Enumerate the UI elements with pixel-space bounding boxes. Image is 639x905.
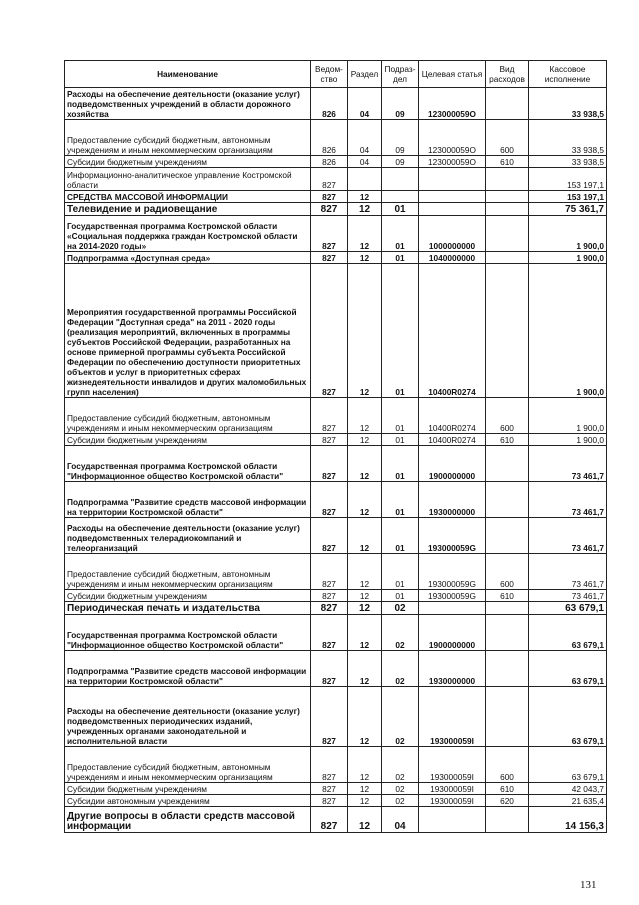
row-ved: 827 <box>311 795 348 807</box>
row-amount: 73 461,7 <box>529 446 607 482</box>
row-podrazdel: 02 <box>382 687 419 747</box>
row-target: 1040000000 <box>419 252 486 264</box>
table-row <box>65 615 607 651</box>
row-name: Предоставление субсидий бюджетным, автономным учреждениям и иным некоммерческим организациям <box>65 554 311 590</box>
row-podrazdel: 02 <box>382 651 419 687</box>
row-podrazdel: 01 <box>382 434 419 446</box>
row-podrazdel: 02 <box>382 602 419 615</box>
row-podrazdel: 02 <box>382 747 419 783</box>
row-razdel: 12 <box>348 216 382 252</box>
row-vid: 610 <box>486 156 529 168</box>
table-row <box>65 602 607 615</box>
row-target: 193000059G <box>419 554 486 590</box>
table-row <box>65 554 607 590</box>
row-ved: 827 <box>311 518 348 554</box>
row-name: Мероприятия государственной программы Российской Федерации "Доступная среда" на 2011 - 2020 годы (реализация мероприятий, включенных в программы субъектов Российской Федерации, разработанных на основе примерной программы субъекта Российской Федерации по обеспечению доступности приоритетных объектов и услуг в приоритетных сферах жизнедеятельности инвалидов и других маломобильных групп населения) <box>65 264 311 398</box>
row-razdel: 12 <box>348 615 382 651</box>
row-vid <box>486 518 529 554</box>
row-name: Государственная программа Костромской области «Социальная поддержка граждан Костромской области на 2014-2020 годы» <box>65 216 311 252</box>
row-target: 1930000000 <box>419 482 486 518</box>
row-podrazdel: 01 <box>382 518 419 554</box>
row-amount: 63 679,1 <box>529 602 607 615</box>
table-row <box>65 264 607 398</box>
row-podrazdel: 01 <box>382 203 419 216</box>
row-vid <box>486 252 529 264</box>
row-amount: 42 043,7 <box>529 783 607 795</box>
table-row <box>65 518 607 554</box>
row-ved: 827 <box>311 615 348 651</box>
row-razdel: 12 <box>348 687 382 747</box>
row-target <box>419 807 486 833</box>
table-row <box>65 120 607 156</box>
row-amount: 63 679,1 <box>529 747 607 783</box>
row-amount: 33 938,5 <box>529 120 607 156</box>
row-vid <box>486 203 529 216</box>
row-razdel: 12 <box>348 783 382 795</box>
row-amount: 63 679,1 <box>529 651 607 687</box>
table-row <box>65 651 607 687</box>
table-row <box>65 434 607 446</box>
row-podrazdel: 01 <box>382 216 419 252</box>
row-ved: 827 <box>311 264 348 398</box>
row-name: Расходы на обеспечение деятельности (оказание услуг) подведомственных учреждений в области дорожного хозяйства <box>65 88 311 120</box>
row-razdel: 12 <box>348 191 382 203</box>
row-ved: 827 <box>311 747 348 783</box>
row-vid <box>486 807 529 833</box>
row-podrazdel: 09 <box>382 88 419 120</box>
row-podrazdel: 04 <box>382 807 419 833</box>
row-name: Телевидение и радиовещание <box>65 203 311 216</box>
row-name: Другие вопросы в области средств массовой информации <box>65 807 311 833</box>
row-target: 193000059I <box>419 795 486 807</box>
row-amount: 153 197,1 <box>529 191 607 203</box>
table-row <box>65 156 607 168</box>
row-name: Предоставление субсидий бюджетным, автономным учреждениям и иным некоммерческим организациям <box>65 747 311 783</box>
row-razdel: 12 <box>348 795 382 807</box>
row-vid <box>486 264 529 398</box>
row-name: Субсидии бюджетным учреждениям <box>65 783 311 795</box>
row-razdel: 12 <box>348 446 382 482</box>
table-row <box>65 795 607 807</box>
row-name: СРЕДСТВА МАССОВОЙ ИНФОРМАЦИИ <box>65 191 311 203</box>
row-ved: 826 <box>311 156 348 168</box>
row-ved: 827 <box>311 398 348 434</box>
row-name: Расходы на обеспечение деятельности (оказание услуг) подведомственных периодических изданий, учрежденных органами законодательной и исполнительной власти <box>65 687 311 747</box>
row-vid: 600 <box>486 120 529 156</box>
row-vid <box>486 602 529 615</box>
row-vid <box>486 687 529 747</box>
row-vid <box>486 191 529 203</box>
row-amount: 63 679,1 <box>529 687 607 747</box>
row-razdel: 12 <box>348 434 382 446</box>
header-podrazdel: Подраз-дел <box>382 61 419 88</box>
row-vid: 600 <box>486 398 529 434</box>
row-ved: 827 <box>311 252 348 264</box>
row-amount: 63 679,1 <box>529 615 607 651</box>
row-razdel: 12 <box>348 252 382 264</box>
table-row <box>65 216 607 252</box>
row-target: 10400R0274 <box>419 434 486 446</box>
row-amount: 1 900,0 <box>529 216 607 252</box>
row-name: Государственная программа Костромской области "Информационное общество Костромской области" <box>65 446 311 482</box>
row-ved: 827 <box>311 203 348 216</box>
row-name: Субсидии бюджетным учреждениям <box>65 156 311 168</box>
table-row <box>65 807 607 833</box>
row-razdel: 12 <box>348 590 382 602</box>
row-target <box>419 203 486 216</box>
row-podrazdel <box>382 168 419 191</box>
row-vid <box>486 651 529 687</box>
row-razdel: 12 <box>348 602 382 615</box>
row-podrazdel <box>382 191 419 203</box>
row-ved: 827 <box>311 434 348 446</box>
row-target: 193000059G <box>419 518 486 554</box>
table-row <box>65 747 607 783</box>
row-ved: 826 <box>311 120 348 156</box>
row-razdel: 12 <box>348 651 382 687</box>
table-row <box>65 783 607 795</box>
row-vid: 610 <box>486 434 529 446</box>
row-ved: 827 <box>311 651 348 687</box>
row-vid <box>486 482 529 518</box>
row-amount: 153 197,1 <box>529 168 607 191</box>
table-row <box>65 687 607 747</box>
row-razdel: 12 <box>348 807 382 833</box>
row-amount: 33 938,5 <box>529 156 607 168</box>
row-ved: 827 <box>311 783 348 795</box>
table-row <box>65 590 607 602</box>
row-ved: 827 <box>311 482 348 518</box>
row-vid: 610 <box>486 783 529 795</box>
row-name: Субсидии бюджетным учреждениям <box>65 434 311 446</box>
table-row <box>65 168 607 191</box>
row-name: Информационно-аналитическое управление Костромской области <box>65 168 311 191</box>
row-target: 193000059I <box>419 747 486 783</box>
table-row <box>65 252 607 264</box>
row-ved: 827 <box>311 216 348 252</box>
row-vid: 620 <box>486 795 529 807</box>
row-razdel: 04 <box>348 156 382 168</box>
row-razdel: 12 <box>348 264 382 398</box>
row-razdel: 12 <box>348 518 382 554</box>
row-podrazdel: 09 <box>382 120 419 156</box>
row-razdel: 12 <box>348 554 382 590</box>
row-podrazdel: 02 <box>382 795 419 807</box>
row-target: 193000059I <box>419 687 486 747</box>
row-target <box>419 602 486 615</box>
row-ved: 827 <box>311 446 348 482</box>
row-podrazdel: 09 <box>382 156 419 168</box>
row-name: Государственная программа Костромской области "Информационное общество Костромской области" <box>65 615 311 651</box>
row-target: 1000000000 <box>419 216 486 252</box>
row-amount: 1 900,0 <box>529 434 607 446</box>
row-target: 1930000000 <box>419 651 486 687</box>
row-vid <box>486 446 529 482</box>
row-amount: 75 361,7 <box>529 203 607 216</box>
row-razdel: 12 <box>348 398 382 434</box>
row-razdel: 12 <box>348 203 382 216</box>
row-target: 193000059G <box>419 590 486 602</box>
header-amount: Кассовое исполнение <box>529 61 607 88</box>
row-razdel: 04 <box>348 88 382 120</box>
row-name: Подпрограмма "Развитие средств массовой информации на территории Костромской области" <box>65 482 311 518</box>
row-vid <box>486 168 529 191</box>
row-ved: 826 <box>311 88 348 120</box>
row-vid: 600 <box>486 747 529 783</box>
row-target: 1900000000 <box>419 446 486 482</box>
row-target: 123000059О <box>419 156 486 168</box>
table-row <box>65 446 607 482</box>
row-vid: 610 <box>486 590 529 602</box>
row-amount: 73 461,7 <box>529 518 607 554</box>
row-amount: 1 900,0 <box>529 398 607 434</box>
row-podrazdel: 01 <box>382 554 419 590</box>
row-ved: 827 <box>311 168 348 191</box>
row-podrazdel: 02 <box>382 783 419 795</box>
row-target: 123000059О <box>419 120 486 156</box>
row-name: Расходы на обеспечение деятельности (оказание услуг) подведомственных телерадиокомпаний и телеорганизаций <box>65 518 311 554</box>
row-amount: 73 461,7 <box>529 554 607 590</box>
row-podrazdel: 01 <box>382 590 419 602</box>
row-target: 10400R0274 <box>419 264 486 398</box>
row-amount: 1 900,0 <box>529 252 607 264</box>
header-target: Целевая статья <box>419 61 486 88</box>
table-row <box>65 203 607 216</box>
table-row <box>65 88 607 120</box>
row-podrazdel: 01 <box>382 446 419 482</box>
row-amount: 73 461,7 <box>529 482 607 518</box>
row-ved: 827 <box>311 191 348 203</box>
row-ved: 827 <box>311 687 348 747</box>
row-amount: 73 461,7 <box>529 590 607 602</box>
header-row <box>65 61 607 88</box>
row-ved: 827 <box>311 554 348 590</box>
row-razdel: 12 <box>348 747 382 783</box>
row-razdel: 04 <box>348 120 382 156</box>
row-amount: 1 900,0 <box>529 264 607 398</box>
row-name: Периодическая печать и издательства <box>65 602 311 615</box>
row-ved: 827 <box>311 602 348 615</box>
row-podrazdel: 01 <box>382 482 419 518</box>
table-row <box>65 482 607 518</box>
row-target: 1900000000 <box>419 615 486 651</box>
row-vid <box>486 216 529 252</box>
row-podrazdel: 01 <box>382 264 419 398</box>
row-amount: 33 938,5 <box>529 88 607 120</box>
row-podrazdel: 02 <box>382 615 419 651</box>
row-vid <box>486 88 529 120</box>
budget-table <box>64 60 607 833</box>
row-name: Предоставление субсидий бюджетным, автономным учреждениям и иным некоммерческим организациям <box>65 120 311 156</box>
row-name: Предоставление субсидий бюджетным, автономным учреждениям и иным некоммерческим организациям <box>65 398 311 434</box>
header-name: Наименование <box>65 61 311 88</box>
row-razdel: 12 <box>348 482 382 518</box>
row-vid: 600 <box>486 554 529 590</box>
row-name: Субсидии бюджетным учреждениям <box>65 590 311 602</box>
row-razdel <box>348 168 382 191</box>
row-target: 123000059О <box>419 88 486 120</box>
row-target: 193000059I <box>419 783 486 795</box>
table-row <box>65 398 607 434</box>
table-row <box>65 191 607 203</box>
page-number: 131 <box>580 879 597 891</box>
row-ved: 827 <box>311 807 348 833</box>
row-name: Подпрограмма "Развитие средств массовой информации на территории Костромской области" <box>65 651 311 687</box>
row-podrazdel: 01 <box>382 252 419 264</box>
row-ved: 827 <box>311 590 348 602</box>
row-target <box>419 168 486 191</box>
header-vid: Вид расходов <box>486 61 529 88</box>
header-razdel: Раздел <box>348 61 382 88</box>
row-podrazdel: 01 <box>382 398 419 434</box>
row-target <box>419 191 486 203</box>
header-ved: Ведом-ство <box>311 61 348 88</box>
row-amount: 21 635,4 <box>529 795 607 807</box>
row-name: Субсидии автономным учреждениям <box>65 795 311 807</box>
row-vid <box>486 615 529 651</box>
row-target: 10400R0274 <box>419 398 486 434</box>
row-name: Подпрограмма «Доступная среда» <box>65 252 311 264</box>
row-amount: 14 156,3 <box>529 807 607 833</box>
